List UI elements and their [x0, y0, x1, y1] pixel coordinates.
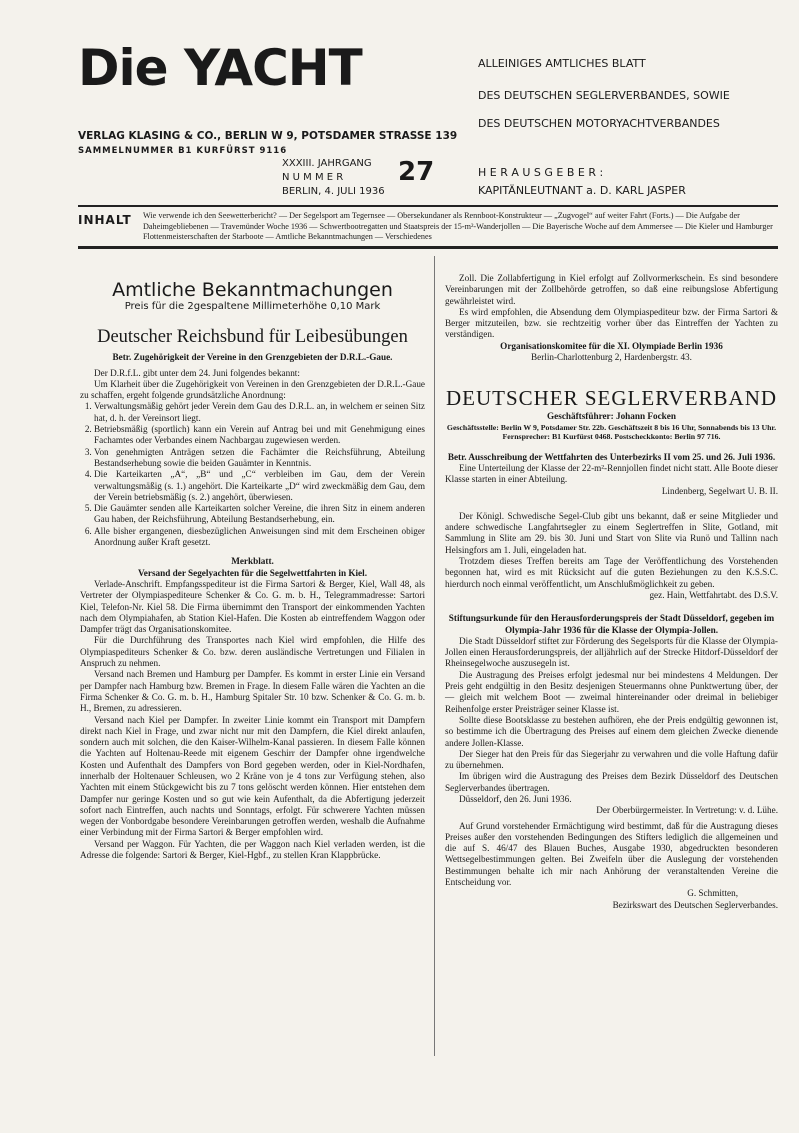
- right-column: [445, 273, 778, 911]
- number-label: N U M M E R: [282, 172, 344, 183]
- date-line: Düsseldorf, den 26. Juni 1936.: [459, 793, 572, 804]
- signature: Lindenberg, Segelwart U. B. II.: [661, 485, 778, 496]
- paragraph: Die Austragung des Preises erfolgt jedesmal nur bei mindestens 4 Meldungen. Der Preis geht endgültig in den Besitz desjenigen Steuermanns ohne Punktwertung über, der — gleich mit welchem Boot — zweimal hintereinander oder dreimal in beliebiger Reihenfolge erster Preisträger seiner Klasse ist.: [445, 669, 778, 714]
- paragraph: Versand per Waggon. Für Yachten, die per Waggon nach Kiel verladen werden, ist die Adresse die folgende: Sartori & Berger, Kiel-Hgbf., zu stellen Kran Klappbrücke.: [80, 838, 425, 861]
- organizer-address: Berlin-Charlottenburg 2, Hardenbergstr. 43.: [531, 352, 692, 363]
- paragraph: Verlade-Anschrift. Empfangsspediteur ist die Firma Sartori & Berger, Kiel, Wall 48, als Vertreter der Olympiaspediteure Schenker & Co. G. m. b. H., Telegrammadresse: Sartori Kiel, Telefon-Nr. Kiel 58. Die Firma übernimmt den Transport der einkommenden Yachten nach dem Olympiahafen, ab Station Kiel-Hafen. Die Kosten ab eintreffendem Waggon oder Dampfer trägt das Organisationskomitee.: [80, 578, 425, 635]
- shipping-heading: Versand der Segelyachten für die Segelwettfahrten in Kiel.: [138, 567, 367, 578]
- paragraph: Der D.R.f.L. gibt unter dem 24. Juni folgendes bekannt:: [94, 367, 300, 378]
- left-column: [80, 279, 425, 861]
- paragraph: Versand nach Bremen und Hamburg per Dampfer. Es kommt in erster Linie ein Versand per Dampfer nach Hamburg bzw. Bremen in Frage. In diesem Falle wären die Yachten an die Firma Schenker & Co. G. m. b. H., Hamburg Spitaler Str. 10 bzw. Schenker & Co. G. m. b. H., Bremen, zu adressieren.: [80, 669, 425, 714]
- paragraph: Die Stadt Düsseldorf stiftet zur Förderung des Segelsports für die Klasse der Olympia-Jollen einen Herausforderungspreis, der alljährlich auf der Strecke Hitdorf-Düsseldorf der Rheinsegelwoche auszusegeln ist.: [445, 635, 778, 669]
- paragraph: Im übrigen wird die Austragung des Preises dem Bezirk Düsseldorf des Deutschen Seglerverbandes übertragen.: [445, 771, 778, 793]
- editor-name: KAPITÄNLEUTNANT a. D. KARL JASPER: [478, 184, 686, 197]
- masthead-divider: [78, 205, 778, 207]
- issue-date: BERLIN, 4. JULI 1936: [282, 186, 385, 197]
- paragraph: Zoll. Die Zollabfertigung in Kiel erfolgt auf Zollvormerkschein. Es sind besondere Vereinbarungen mit der Zollbehörde getroffen, so daß eine reibungslose Abfertigung gewährleistet wird.: [445, 273, 778, 306]
- reichsbund-heading: Deutscher Reichsbund für Leibesübungen: [97, 327, 408, 348]
- masthead-title: [78, 40, 362, 96]
- list-item: 4. Die Karteikarten „A“, „B“ und „C“ verbleiben im Gau, dem der Verein verwaltungsmäßig (s. 1.) angehört. Die Karteikarte „D“ wird zweckmäßig dem Gau, dem der Verein betriebsmäßig (s. 2.) angehört, überwiesen.: [94, 469, 425, 503]
- paragraph: Versand nach Kiel per Dampfer. In zweiter Linie kommt ein Transport mit Dampfern direkt nach Kiel in Frage, und zwar nicht nur mit den Dampfern, die Kiel direkt anlaufen, sondern auch mit solchen, die den Kaiser-Wilhelm-Kanal passieren. In diesem Falle können die Yachten auf Holtenau-Reede mit eigenem Geschirr der Dampfer ohne irgendwelche Kosten und Aufenthalt des Dampfers von Bord gegeben werden, oder in Kiel-Nordhafen, innerhalb der Holtenauer Schleusen, wo 2 Kräne von je 4 tons zur Verfügung stehen, also Yachten mit einem Stückgewicht bis zu 7 tons gelöscht werden können. Hier entstehen dem Dampfer nur geringe Kosten und so gut wie kein Aufenthalt, da die Abfertigung jederzeit sofort nach Eintreffen, auch nachts und Sonntags, erfolgt. Für schwerere Yachten müssen wegen der Vonbordgabe besondere Vereinbarungen getroffen werden, weshalb die Aufnahme einer Verbindung mit der Firma Sartori & Berger empfohlen wird.: [80, 714, 425, 838]
- editor-label: H E R A U S G E B E R :: [478, 166, 604, 179]
- title-main: YACHT: [183, 39, 362, 97]
- paragraph: Auf Grund vorstehender Ermächtigung wird bestimmt, daß für die Austragung dieses Preises außer den vorstehenden Bedingungen des Stifters lediglich die allgemeinen und die auf S. 46/47 des Blauen Buches, Ausgabe 1930, abgedruckten besonderen Wettsegelbestimmungen gelten. Bei Zweifeln über die Auslegung der vorstehenden Bestimmungen behalte ich mir nach Anhörung der veranstaltenden Vereine die Entscheidung vor.: [445, 820, 778, 888]
- contents-divider: [78, 246, 778, 249]
- paragraph: Es wird empfohlen, die Absendung dem Olympiaspediteur bzw. der Firma Sartori & Berger mitzuteilen, bzw. sie rechtzeitig vorher über das Eintreffen der Yachten zu verständigen.: [445, 306, 778, 340]
- paragraph: Der Sieger hat den Preis für das Siegerjahr zu verwahren und die volle Haftung dafür zu übernehmen.: [445, 748, 778, 771]
- dsv-heading: DEUTSCHER SEGLERVERBAND: [445, 386, 778, 411]
- list-item: 3. Von genehmigten Anträgen setzen die Fachämter die Reichsführung, Abteilung Bestandserhebung sowie die beiden Gauämter in Kenntnis.: [94, 447, 425, 470]
- volume: XXXIII. JAHRGANG: [282, 158, 372, 169]
- signature-name: G. Schmitten,: [687, 888, 738, 899]
- list-item: 6. Alle bisher ergangenen, diesbezüglichen Anweisungen sind mit dem Erscheinen obiger Anordnung außer Kraft gesetzt.: [94, 526, 425, 549]
- signature: gez. Hain, Wettfahrtabt. des D.S.V.: [649, 589, 778, 600]
- official-paper-line-2: DES DEUTSCHEN SEGLERVERBANDES, SOWIE: [478, 89, 730, 102]
- publisher-line: VERLAG KLASING & CO., BERLIN W 9, POTSDAMER STRASSE 139: [78, 130, 458, 142]
- paragraph: Um Klarheit über die Zugehörigkeit von Vereinen in den Grenzgebieten der D.R.L.-Gaue zu schaffen, ergeht folgende grundsätzliche Anordnung:: [80, 378, 425, 401]
- issue-number: 27: [398, 157, 435, 187]
- office-details: Geschäftsstelle: Berlin W 9, Potsdamer Str. 22b. Geschäftszeit 8 bis 16 Uhr, Sonnabends bis 13 Uhr. Fernsprecher: B1 Kurfürst 0468. Postscheckkonto: Berlin 97 716.: [446, 422, 777, 442]
- managing-director: Geschäftsführer: Johann Focken: [547, 411, 676, 422]
- list-item: 2. Betriebsmäßig (sportlich) kann ein Verein auf Antrag bei und mit Genehmigung eines Fachamtes oder Verbandes einem Nachbargau zugewiesen werden.: [94, 424, 425, 447]
- trophy-heading: Stiftungsurkunde für den Herausforderungspreis der Stadt Düsseldorf, gegeben im Olympia-Jahr 1936 für die Klasse der Olympia-Jollen.: [448, 613, 775, 635]
- reichsbund-subject: Betr. Zugehörigkeit der Vereine in den Grenzgebieten der D.R.L.-Gaue.: [112, 352, 393, 363]
- list-item: 1. Verwaltungsmäßig gehört jeder Verein dem Gau des D.R.L. an, in welchem er seinen Sitz hat, d. h. der Vereinsort liegt.: [94, 401, 425, 424]
- paragraph: Trotzdem dieses Treffen bereits am Tage der Veröffentlichung des Vorstehenden begonnen hat, wird es mit Rücksicht auf die guten Beziehungen zu den K.S.S.C. hierdurch noch einmal veröffentlicht, um Anschlußmöglichkeit zu geben.: [445, 556, 778, 589]
- race-subject: Betr. Ausschreibung der Wettfahrten des Unterbezirks II vom 25. und 26. Juli 1936.: [447, 451, 776, 462]
- merkblatt-heading: Merkblatt.: [231, 556, 274, 567]
- organizer: Organisationskomitee für die XI. Olympiade Berlin 1936: [500, 340, 723, 351]
- contents-text: Wie verwende ich den Seewetterbericht? — Der Segelsport am Tegernsee — Obersekundaner als Rennboot-Konstrukteur — „Zugvogel“ auf weiter Fahrt (Forts.) — Die Aufgabe der Daheimgebliebenen — Travemünder Woche 1936 — Schwertbootregatten und Staatspreis der 15-m²-Wanderjollen — Die Bayerische Woche auf dem Ammersee — Die Kieler und Hamburger Flottenmeisterschaften der Starboote — Amtliche Bekanntmachungen — Verschiedenes: [143, 211, 773, 241]
- paragraph: Sollte diese Bootsklasse zu bestehen aufhören, ehe der Preis endgültig gewonnen ist, so bestimme ich die Übertragung des Preises auf einem dem gleichen Zwecke dienende andere Jollen-Klasse.: [445, 714, 778, 748]
- title-prefix: Die: [78, 39, 168, 97]
- mayor-line: Der Oberbürgermeister. In Vertretung: v. d. Lühe.: [596, 805, 778, 816]
- column-divider: [434, 256, 435, 1056]
- phone-line: SAMMELNUMMER B1 KURFÜRST 9116: [78, 146, 288, 156]
- announcements-heading: Amtliche Bekanntmachungen: [112, 279, 393, 301]
- official-paper-line-3: DES DEUTSCHEN MOTORYACHTVERBANDES: [478, 117, 720, 130]
- paragraph: Für die Durchführung des Transportes nach Kiel wird empfohlen, die Hilfe des Olympiaspediteurs Schenker & Co. bzw. deren ausländische Vertretungen und Filialen in Anspruch zu nehmen.: [80, 635, 425, 669]
- contents-label: INHALT: [78, 213, 132, 227]
- signature-role: Bezirkswart des Deutschen Seglerverbandes.: [612, 899, 778, 910]
- list-item: 5. Die Gauämter senden alle Karteikarten solcher Vereine, die ihren Sitz in einem anderen Gau haben, der Reichsführung, Abteilung Bestandserhebung, ein.: [94, 503, 425, 526]
- paragraph: Eine Unterteilung der Klasse der 22-m²-Rennjollen findet nicht statt. Alle Boote dieser Klasse starten in einer Abteilung.: [445, 462, 778, 485]
- announcements-price-note: Preis für die 2gespaltene Millimeterhöhe 0,10 Mark: [124, 301, 381, 312]
- ordinance-list: [80, 401, 425, 548]
- official-paper-line-1: ALLEINIGES AMTLICHES BLATT: [478, 57, 646, 70]
- paragraph: Der Königl. Schwedische Segel-Club gibt uns bekannt, daß er seine Mitglieder und andere schwedische Langfahrtsegler zu einem Seglertreffen in Slite, Gotland, mit Sammlung in Slite am 29. bis 30. Juni und Start von Slite via Runö und Tallinn nach Helsingfors am 1. Juli, eingeladen hat.: [445, 510, 778, 555]
